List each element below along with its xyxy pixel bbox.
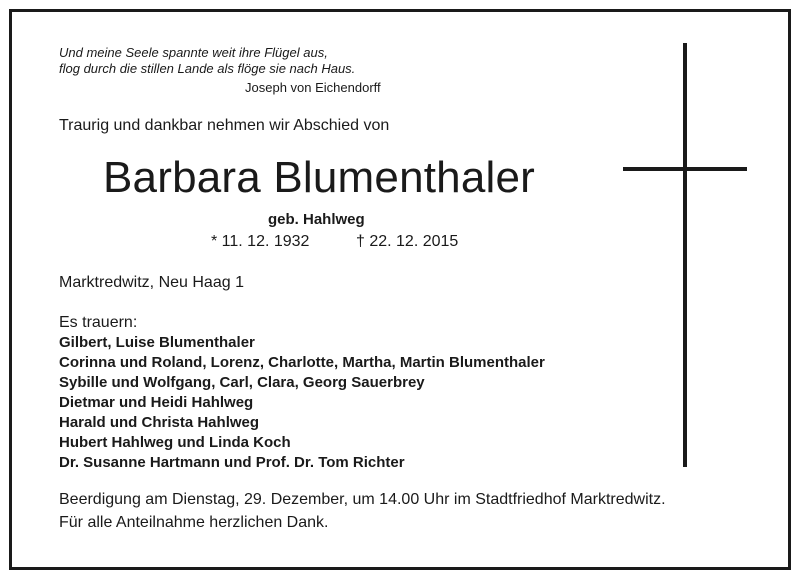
birth-date: * 11. 12. 1932 [211, 233, 310, 250]
mourner-line: Gilbert, Luise Blumenthaler [59, 334, 255, 351]
mourner-line: Corinna und Roland, Lorenz, Charlotte, Martha, Martin Blumenthaler [59, 354, 545, 371]
mourners-list [59, 333, 545, 473]
deceased-name: Barbara Blumenthaler [103, 153, 536, 202]
mourner-line: Dr. Susanne Hartmann und Prof. Dr. Tom Richter [59, 454, 405, 471]
mourners-label: Es trauern: [59, 314, 138, 331]
funeral-info: Beerdigung am Dienstag, 29. Dezember, um 14.00 Uhr im Stadtfriedhof Marktredwitz. [59, 491, 666, 508]
mourner-line: Harald und Christa Hahlweg [59, 414, 260, 431]
poem-line-2: flog durch die stillen Lande als flöge sie nach Haus. [59, 61, 356, 76]
poem-author: Joseph von Eichendorff [245, 80, 381, 95]
mourner-line: Hubert Hahlweg und Linda Koch [59, 434, 291, 451]
intro-text: Traurig und dankbar nehmen wir Abschied von [59, 117, 390, 134]
mourner-line: Sybille und Wolfgang, Carl, Clara, Georg Sauerbrey [59, 374, 425, 391]
maiden-name: geb. Hahlweg [268, 211, 365, 228]
address: Marktredwitz, Neu Haag 1 [59, 274, 244, 291]
poem-line-1: Und meine Seele spannte weit ihre Flügel aus, [59, 45, 328, 60]
thanks-text: Für alle Anteilnahme herzlichen Dank. [59, 514, 329, 531]
death-date: † 22. 12. 2015 [356, 233, 459, 250]
mourner-line: Dietmar und Heidi Hahlweg [59, 394, 254, 411]
